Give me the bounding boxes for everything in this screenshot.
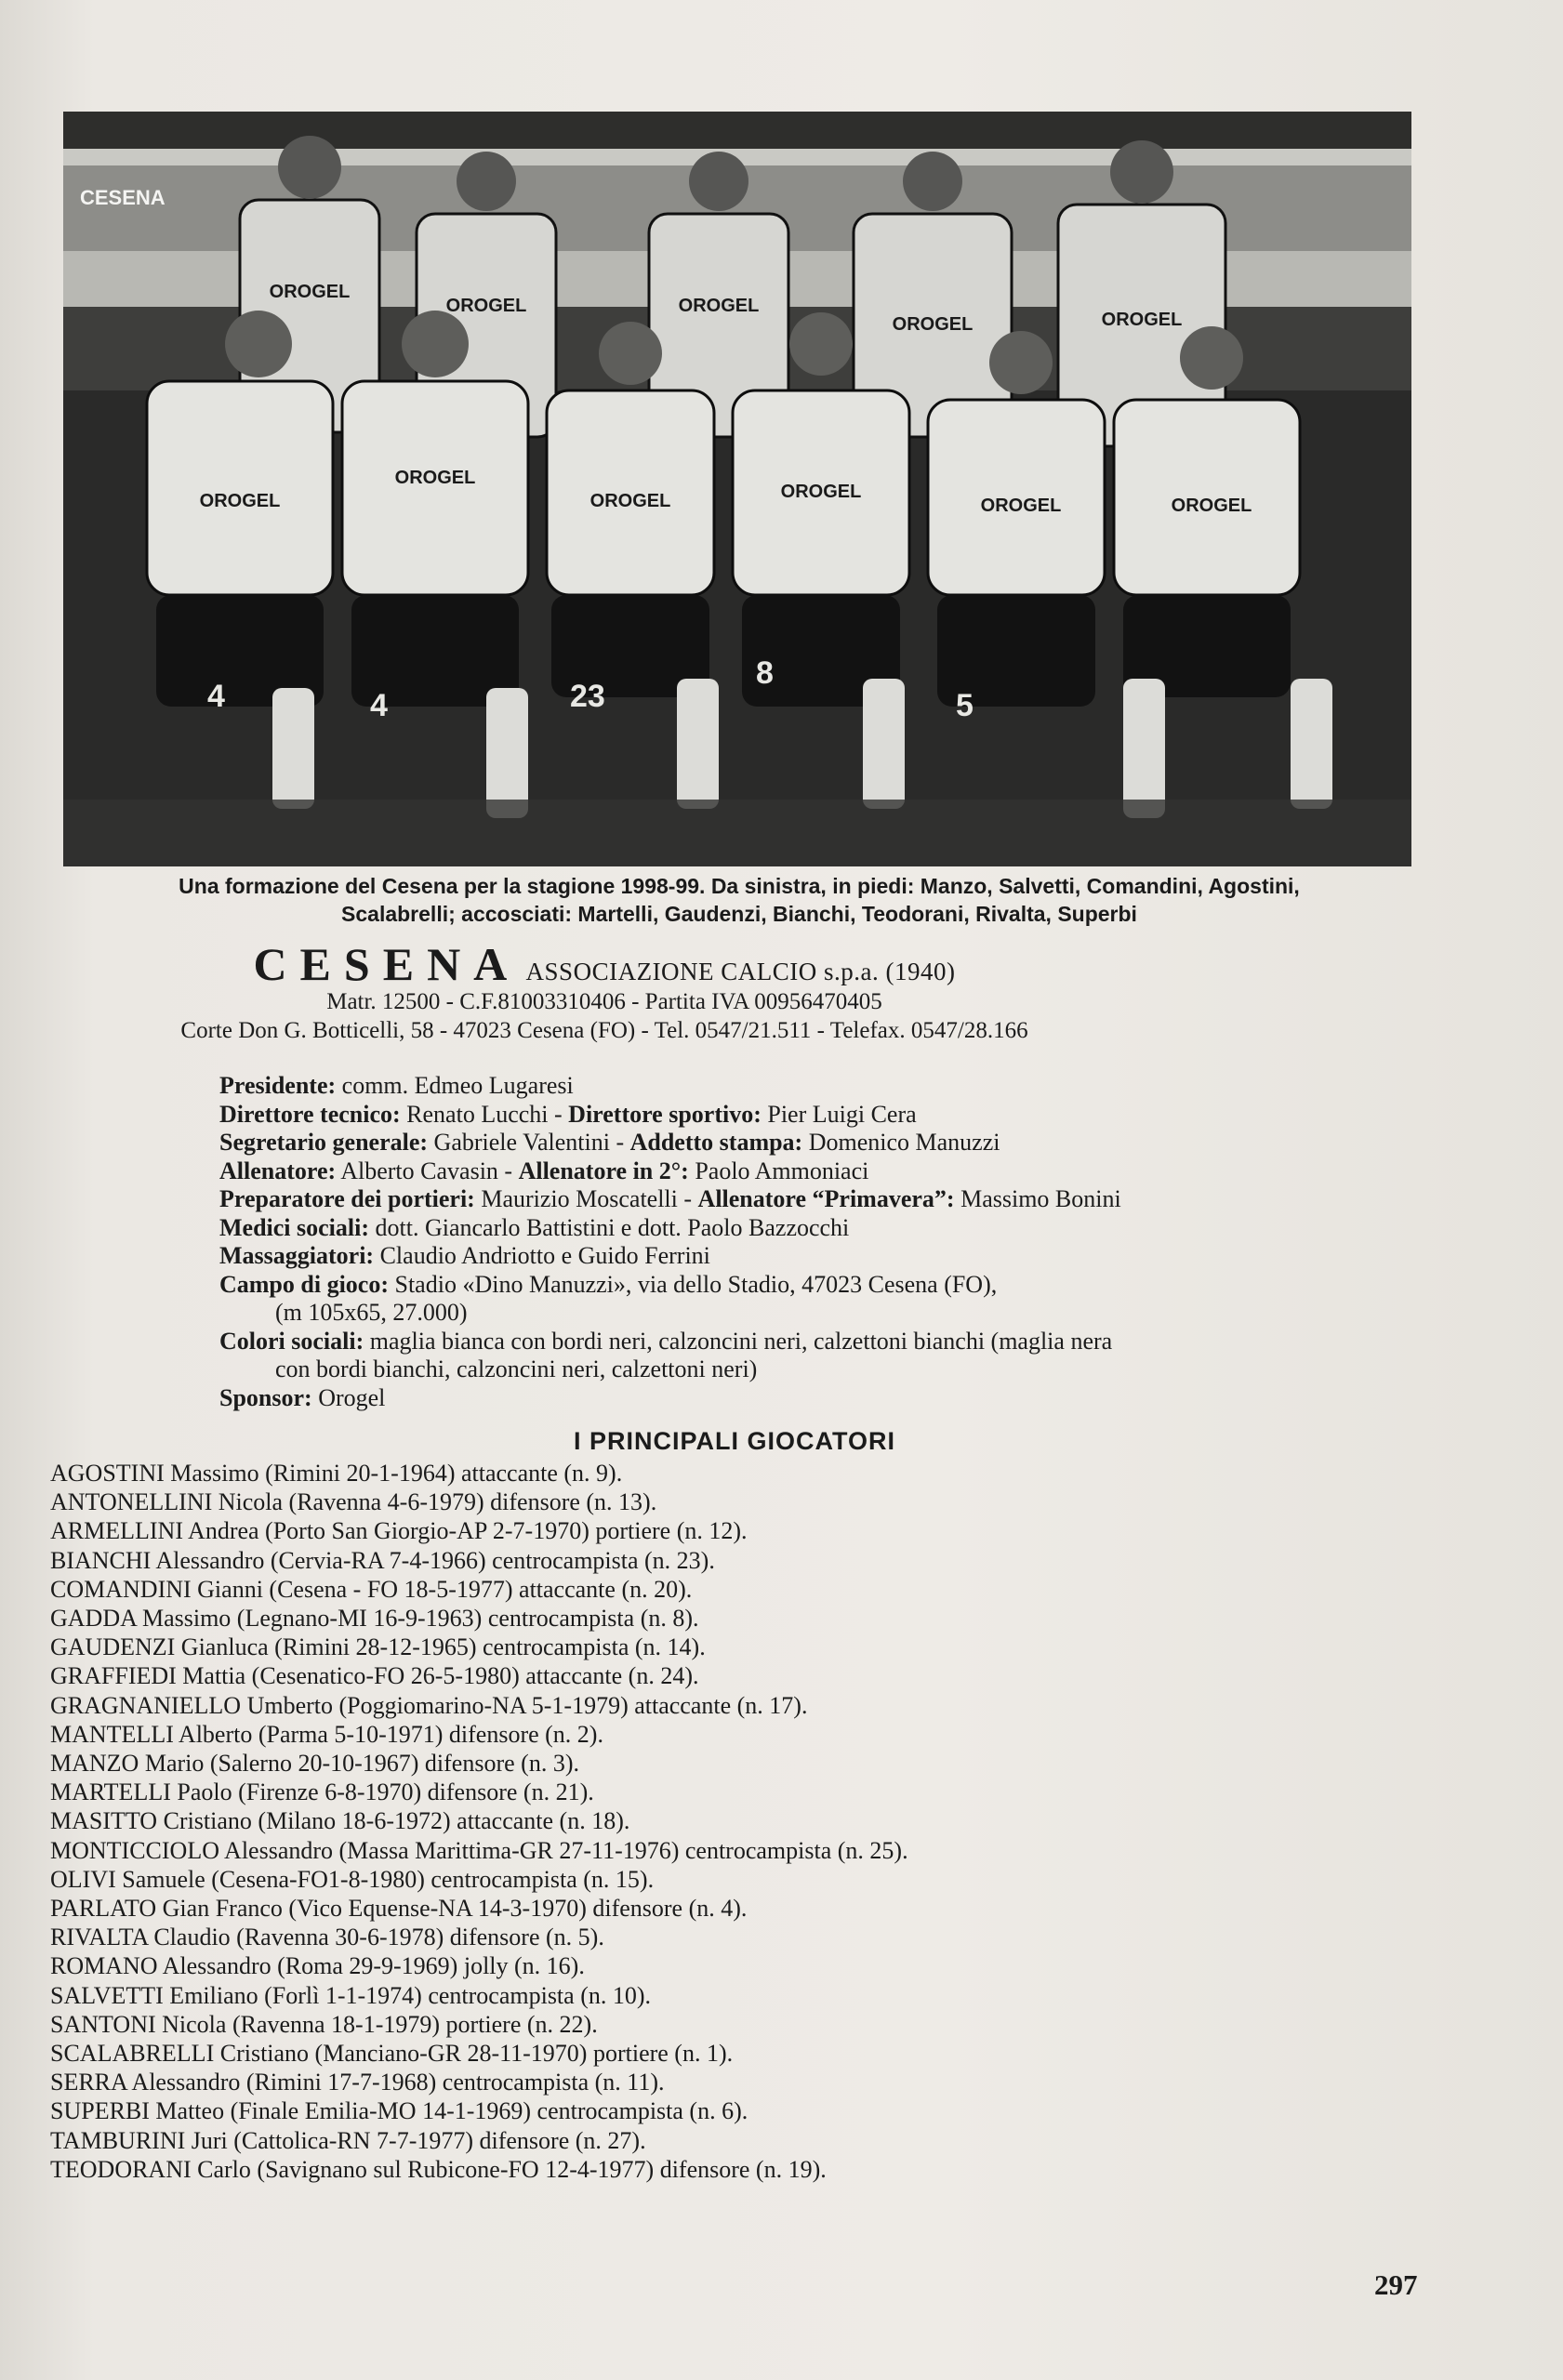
colors-row — [219, 1328, 1428, 1356]
player-entry: MANZO Mario (Salerno 20-10-1967) difensore (n. 3). — [50, 1750, 579, 1778]
field-label: Preparatore dei portieri: — [219, 1185, 475, 1212]
players-list — [50, 1459, 1352, 2184]
coach-row — [219, 1157, 1428, 1186]
shirt-sponsor: OROGEL — [1171, 496, 1252, 516]
field-value: Paolo Ammoniaci — [695, 1157, 869, 1184]
masseurs-row — [219, 1242, 1428, 1271]
field-value: Renato Lucchi - — [406, 1100, 569, 1128]
field-label: Segretario generale: — [219, 1129, 429, 1156]
player-entry: MANTELLI Alberto (Parma 5-10-1971) difensore (n. 2). — [50, 1720, 603, 1748]
player-entry: ROMANO Alessandro (Roma 29-9-1969) jolly (n. 16). — [50, 1952, 585, 1980]
stadium-row-cont: (m 105x65, 27.000) — [275, 1299, 468, 1326]
field-label: Colori sociali: — [219, 1327, 364, 1355]
field-value: Pier Luigi Cera — [767, 1100, 917, 1128]
shirt-sponsor: OROGEL — [1101, 310, 1183, 330]
field-label: Direttore sportivo: — [568, 1100, 762, 1128]
field-value: dott. Giancarlo Battistini e dott. Paolo Bazzocchi — [375, 1213, 850, 1241]
shirt-sponsor: OROGEL — [199, 491, 281, 511]
field-value: Maurizio Moscatelli - — [481, 1185, 698, 1212]
shirt-sponsor: OROGEL — [678, 296, 760, 316]
field-label: Sponsor: — [219, 1383, 312, 1411]
president-row — [219, 1072, 1428, 1101]
player-entry: AGOSTINI Massimo (Rimini 20-1-1964) attaccante (n. 9). — [50, 1460, 623, 1487]
field-value: Stadio «Dino Manuzzi», via dello Stadio, 47023 Cesena (FO), — [394, 1270, 998, 1298]
player-entry: SANTONI Nicola (Ravenna 18-1-1979) portiere (n. 22). — [50, 2010, 598, 2038]
player-entry: TAMBURINI Juri (Cattolica-RN 7-7-1977) difensore (n. 27). — [50, 2126, 646, 2154]
shirt-sponsor: OROGEL — [589, 491, 671, 511]
shirt-number: 4 — [370, 688, 388, 723]
shirt-number: 5 — [956, 688, 974, 723]
field-value: comm. Edmeo Lugaresi — [341, 1072, 574, 1099]
player-entry: SUPERBI Matteo (Finale Emilia-MO 14-1-1969) centrocampista (n. 6). — [50, 2097, 748, 2125]
shirt-sponsor: OROGEL — [394, 468, 476, 488]
team-photo — [63, 112, 1411, 866]
technical-director-row — [219, 1101, 1428, 1130]
player-entry: GADDA Massimo (Legnano-MI 16-9-1963) centrocampista (n. 8). — [50, 1605, 699, 1633]
caption-line: Scalabrelli; accosciati: Martelli, Gaudenzi, Bianchi, Teodorani, Rivalta, Superbi — [341, 902, 1137, 926]
field-value: Gabriele Valentini - — [433, 1129, 630, 1156]
club-officials — [219, 1072, 1428, 1412]
secretary-row — [219, 1129, 1428, 1157]
club-title — [0, 938, 1209, 990]
player-entry: TEODORANI Carlo (Savignano sul Rubicone-FO 12-4-1977) difensore (n. 19). — [50, 2155, 827, 2183]
field-label: Addetto stampa: — [629, 1129, 803, 1156]
shirt-sponsor: OROGEL — [892, 314, 974, 335]
player-entry: GAUDENZI Gianluca (Rimini 28-12-1965) centrocampista (n. 14). — [50, 1633, 706, 1661]
field-label: Direttore tecnico: — [219, 1100, 401, 1128]
field-label: Campo di gioco: — [219, 1270, 389, 1298]
player-entry: COMANDINI Gianni (Cesena - FO 18-5-1977) attaccante (n. 20). — [50, 1575, 693, 1603]
colors-row-cont: con bordi bianchi, calzoncini neri, calzettoni neri) — [275, 1355, 758, 1382]
shirt-sponsor: OROGEL — [780, 482, 862, 502]
player-entry: SALVETTI Emiliano (Forlì 1-1-1974) centrocampista (n. 10). — [50, 1981, 652, 2009]
player-entry: BIANCHI Alessandro (Cervia-RA 7-4-1966) centrocampista (n. 23). — [50, 1546, 715, 1574]
field-label: Massaggiatori: — [219, 1242, 375, 1269]
player-entry: MASITTO Cristiano (Milano 18-6-1972) attaccante (n. 18). — [50, 1807, 630, 1835]
goalkeeper-coach-row — [219, 1185, 1428, 1214]
field-label: Allenatore: — [219, 1157, 337, 1184]
player-entry: GRAFFIEDI Mattia (Cesenatico-FO 26-5-1980) attaccante (n. 24). — [50, 1662, 699, 1690]
shirt-number: 8 — [756, 655, 774, 691]
player-entry: ANTONELLINI Nicola (Ravenna 4-6-1979) difensore (n. 13). — [50, 1488, 657, 1516]
shirt-sponsor: OROGEL — [980, 496, 1062, 516]
team-photo-drawing — [63, 112, 1411, 866]
doctors-row — [219, 1214, 1428, 1243]
player-entry: SERRA Alessandro (Rimini 17-7-1968) centrocampista (n. 11). — [50, 2069, 665, 2096]
page-number: 297 — [1374, 2268, 1418, 2301]
stadium-row — [219, 1271, 1428, 1300]
sponsor-row — [219, 1384, 1428, 1413]
players-heading: I PRINCIPALI GIOCATORI — [573, 1427, 895, 1455]
player-entry: MONTICCIOLO Alessandro (Massa Marittima-GR 27-11-1976) centrocampista (n. 25). — [50, 1836, 908, 1864]
photo-caption — [56, 872, 1423, 928]
field-label: Presidente: — [219, 1072, 337, 1099]
field-value: Orogel — [318, 1383, 386, 1411]
player-entry: RIVALTA Claudio (Ravenna 30-6-1978) difensore (n. 5). — [50, 1924, 604, 1951]
player-entry: ARMELLINI Andrea (Porto San Giorgio-AP 2-7-1970) portiere (n. 12). — [50, 1517, 748, 1545]
shirt-sponsor: OROGEL — [269, 282, 351, 302]
player-entry: GRAGNANIELLO Umberto (Poggiomarino-NA 5-1-1979) attaccante (n. 17). — [50, 1691, 808, 1719]
club-address: Corte Don G. Botticelli, 58 - 47023 Cesena (FO) - Tel. 0547/21.511 - Telefax. 0547/28.166 — [180, 1018, 1028, 1043]
club-full-name: ASSOCIAZIONE CALCIO s.p.a. (1940) — [525, 958, 956, 985]
field-label: Allenatore “Primavera”: — [697, 1185, 955, 1212]
player-entry: OLIVI Samuele (Cesena-FO1-8-1980) centrocampista (n. 15). — [50, 1865, 655, 1893]
club-header — [149, 938, 1358, 1045]
field-value: maglia bianca con bordi neri, calzoncini neri, calzettoni bianchi (maglia nera — [369, 1327, 1113, 1355]
club-registration: Matr. 12500 - C.F.81003310406 - Partita IVA 00956470405 — [326, 989, 882, 1014]
player-entry: MARTELLI Paolo (Firenze 6-8-1970) difensore (n. 21). — [50, 1778, 594, 1806]
player-entry: SCALABRELLI Cristiano (Manciano-GR 28-11-1970) portiere (n. 1). — [50, 2040, 734, 2068]
shirt-sponsor: OROGEL — [445, 296, 527, 316]
shirt-number: 4 — [207, 679, 225, 714]
stadium-sign: CESENA — [80, 186, 166, 209]
field-value: Claudio Andriotto e Guido Ferrini — [379, 1242, 710, 1269]
shirt-number: 23 — [570, 679, 605, 714]
field-value: Massimo Bonini — [960, 1185, 1121, 1212]
player-entry: PARLATO Gian Franco (Vico Equense-NA 14-3-1970) difensore (n. 4). — [50, 1895, 748, 1923]
caption-line: Una formazione del Cesena per la stagione 1998-99. Da sinistra, in piedi: Manzo, Salvetti, Comandini, Agostini, — [179, 874, 1300, 898]
field-label: Medici sociali: — [219, 1213, 370, 1241]
field-value: Alberto Cavasin - — [340, 1157, 519, 1184]
field-label: Allenatore in 2°: — [518, 1157, 689, 1184]
field-value: Domenico Manuzzi — [808, 1129, 1000, 1156]
club-name: CESENA — [253, 938, 521, 990]
